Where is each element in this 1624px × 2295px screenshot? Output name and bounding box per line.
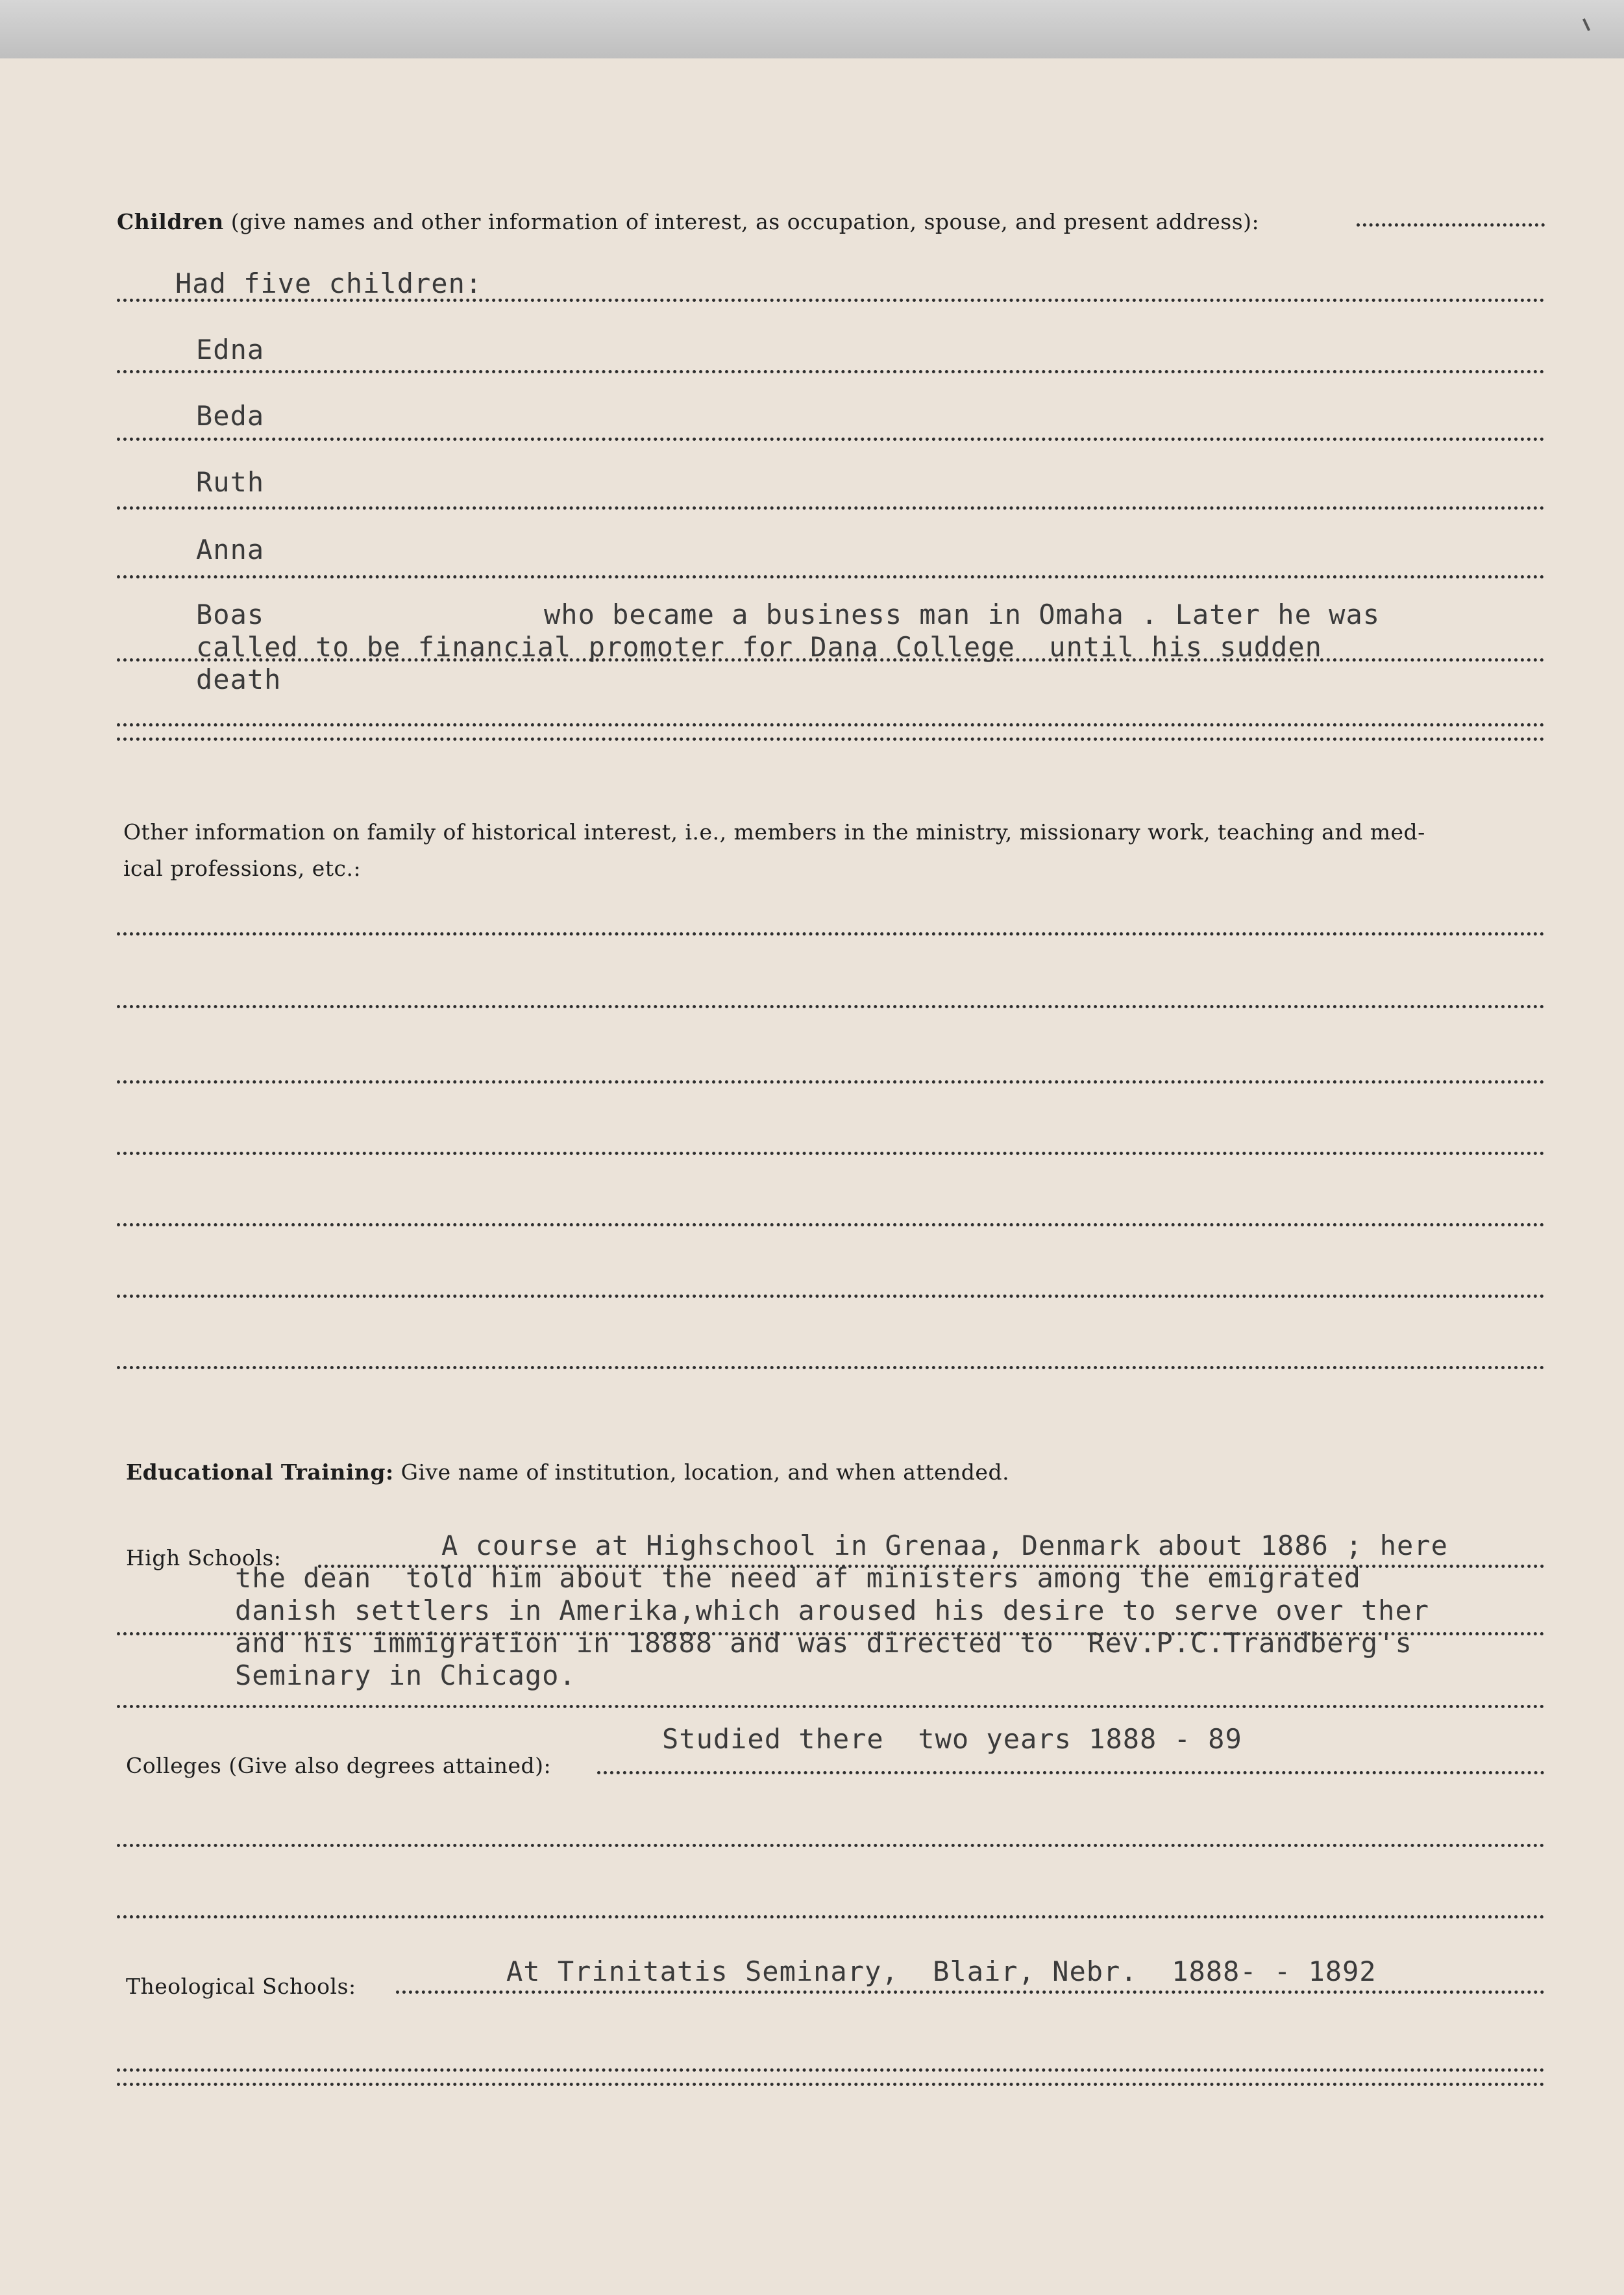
children-heading (117, 209, 1259, 234)
answer-line (117, 299, 1545, 302)
blank-line (117, 932, 1545, 936)
theological-answer: At Trinitatis Seminary, Blair, Nebr. 1888- - 1892 (506, 1955, 1377, 1987)
child-note: who became a business man in Omaha . Later he was (544, 599, 1381, 630)
answer-line (117, 2068, 1545, 2072)
answer-line (117, 1915, 1545, 1918)
theological-label: Theological Schools: (126, 1974, 356, 1999)
high-school-answer-continued: and his immigration in 18888 and was directed to Rev.P.C.Trandberg's (235, 1627, 1412, 1659)
answer-line (117, 370, 1545, 373)
answer-line (117, 723, 1545, 726)
answer-line (117, 506, 1545, 510)
child-note-continued: called to be financial promoter for Dana College until his sudden (196, 631, 1322, 663)
blank-line (117, 1223, 1545, 1226)
answer-line (117, 575, 1545, 578)
high-school-answer-end: Seminary in Chicago. (235, 1659, 576, 1691)
education-label: Educational Training: (126, 1459, 394, 1485)
other-info-prompt-continued: ical professions, etc.: (123, 856, 362, 881)
high-school-answer-continued: the dean told him about the need af ministers among the emigrated (235, 1562, 1361, 1594)
scanner-background (0, 0, 1624, 58)
child-name: Ruth (196, 466, 265, 498)
answer-line (117, 1844, 1545, 1847)
blank-line (117, 1295, 1545, 1298)
blank-line (117, 1152, 1545, 1155)
blank-line (117, 1080, 1545, 1084)
other-info-prompt: Other information on family of historical interest, i.e., members in the ministry, missionary work, teaching and med- (123, 819, 1425, 845)
answer-line (117, 2083, 1545, 2086)
high-school-answer-continued: danish settlers in Amerika,which aroused his desire to serve over ther (235, 1594, 1430, 1626)
education-prompt: Give name of institution, location, and when attended. (400, 1459, 1010, 1485)
high-school-answer: A course at Highschool in Grenaa, Denmark about 1886 ; here (441, 1530, 1448, 1561)
child-name: Edna (196, 334, 265, 366)
answer-line (117, 438, 1545, 441)
colleges-label: Colleges (Give also degrees attained): (126, 1753, 552, 1778)
children-label: Children (117, 209, 224, 234)
children-prompt: (give names and other information of interest, as occupation, spouse, and present address): (230, 209, 1260, 234)
answer-line (117, 1705, 1545, 1708)
children-prompt-line (1357, 223, 1545, 227)
child-note-end: death (196, 664, 282, 695)
blank-line (117, 1005, 1545, 1008)
colleges-answer: Studied there two years 1888 - 89 (662, 1723, 1242, 1755)
answer-line (117, 658, 1545, 662)
answer-line (597, 1771, 1545, 1774)
answer-line (396, 1991, 1545, 1994)
high-schools-label: High Schools: (126, 1545, 282, 1570)
child-name: Beda (196, 400, 265, 432)
blank-line (117, 1366, 1545, 1369)
answer-line (117, 738, 1545, 741)
form-page (0, 58, 1624, 2295)
child-name: Anna (196, 534, 265, 565)
education-heading (126, 1459, 1009, 1485)
children-intro: Had five children: (175, 267, 483, 299)
child-name: Boas (196, 599, 265, 630)
